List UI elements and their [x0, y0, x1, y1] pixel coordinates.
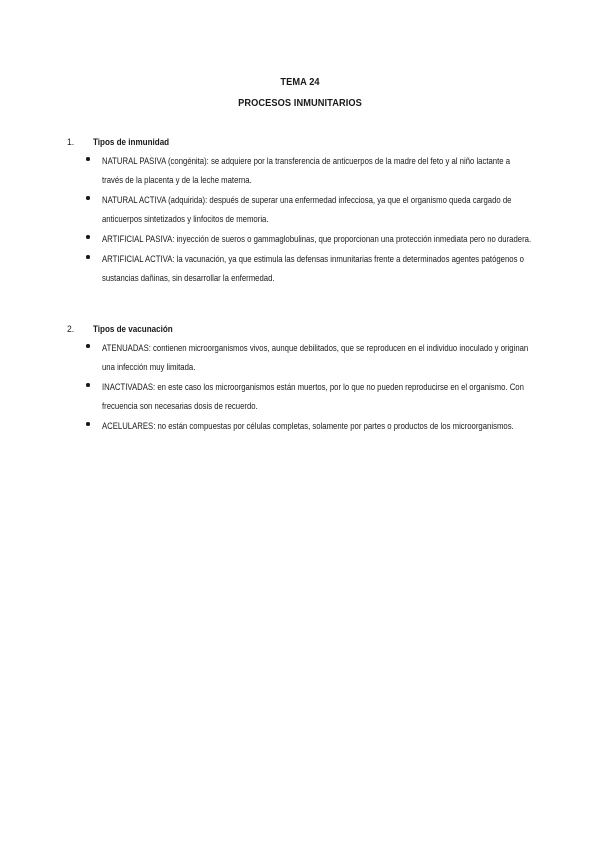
- list-item: [67, 417, 537, 436]
- list-item: [67, 230, 537, 249]
- document-title: TEMA 24: [280, 76, 320, 88]
- list-item-text: INACTIVADAS: en este caso los microorganismos están muertos, por lo que no pueden reproducirse en el organismo. Con frecuencia son necesarias dosis de recuerdo.: [102, 382, 524, 411]
- section-title: Tipos de inmunidad: [93, 137, 170, 148]
- section-number: 2.: [67, 324, 75, 335]
- bullet-list: [67, 339, 537, 436]
- bullet-icon: [86, 255, 90, 259]
- section-tipos-de-vacunacion: [67, 323, 537, 439]
- list-item: [67, 378, 537, 416]
- bullet-icon: [86, 157, 90, 161]
- bullet-icon: [86, 235, 90, 239]
- list-item-text: NATURAL ACTIVA (adquirida): después de superar una enfermedad infecciosa, ya que el organismo queda cargado de anticuerpos sintetizados y linfocitos de memoria.: [102, 195, 512, 224]
- list-item-text: ARTIFICIAL PASIVA: inyección de sueros o gammaglobulinas, que proporcionan una protección inmediata pero no duradera.: [102, 234, 532, 244]
- bullet-list: [67, 152, 537, 288]
- list-item-text: ARTIFICIAL ACTIVA: la vacunación, ya que estimula las defensas inmunitarias frente a determinados agentes patógenos o sustancias dañinas, sin desarrollar la enfermedad.: [102, 254, 524, 283]
- list-item-text: ACELULARES: no están compuestas por células completas, solamente por partes o productos de los microorganismos.: [102, 421, 514, 431]
- list-item: [67, 250, 537, 288]
- bullet-icon: [86, 422, 90, 426]
- section-tipos-de-inmunidad: [67, 136, 537, 291]
- bullet-icon: [86, 344, 90, 348]
- list-item: [67, 152, 537, 190]
- bullet-icon: [86, 383, 90, 387]
- section-title: Tipos de vacunación: [93, 324, 173, 335]
- bullet-icon: [86, 196, 90, 200]
- document-subtitle: PROCESOS INMUNITARIOS: [238, 97, 362, 109]
- list-item-text: NATURAL PASIVA (congénita): se adquiere por la transferencia de anticuerpos de la madre del feto y al niño lactante a través de la placenta y de la leche materna.: [102, 156, 511, 185]
- list-item-text: ATENUADAS: contienen microorganismos vivos, aunque debilitados, que se reproducen en el individuo inoculado y originan una infección muy limitada.: [102, 343, 529, 372]
- list-item: [67, 191, 537, 229]
- list-item: [67, 339, 537, 377]
- section-number: 1.: [67, 137, 75, 148]
